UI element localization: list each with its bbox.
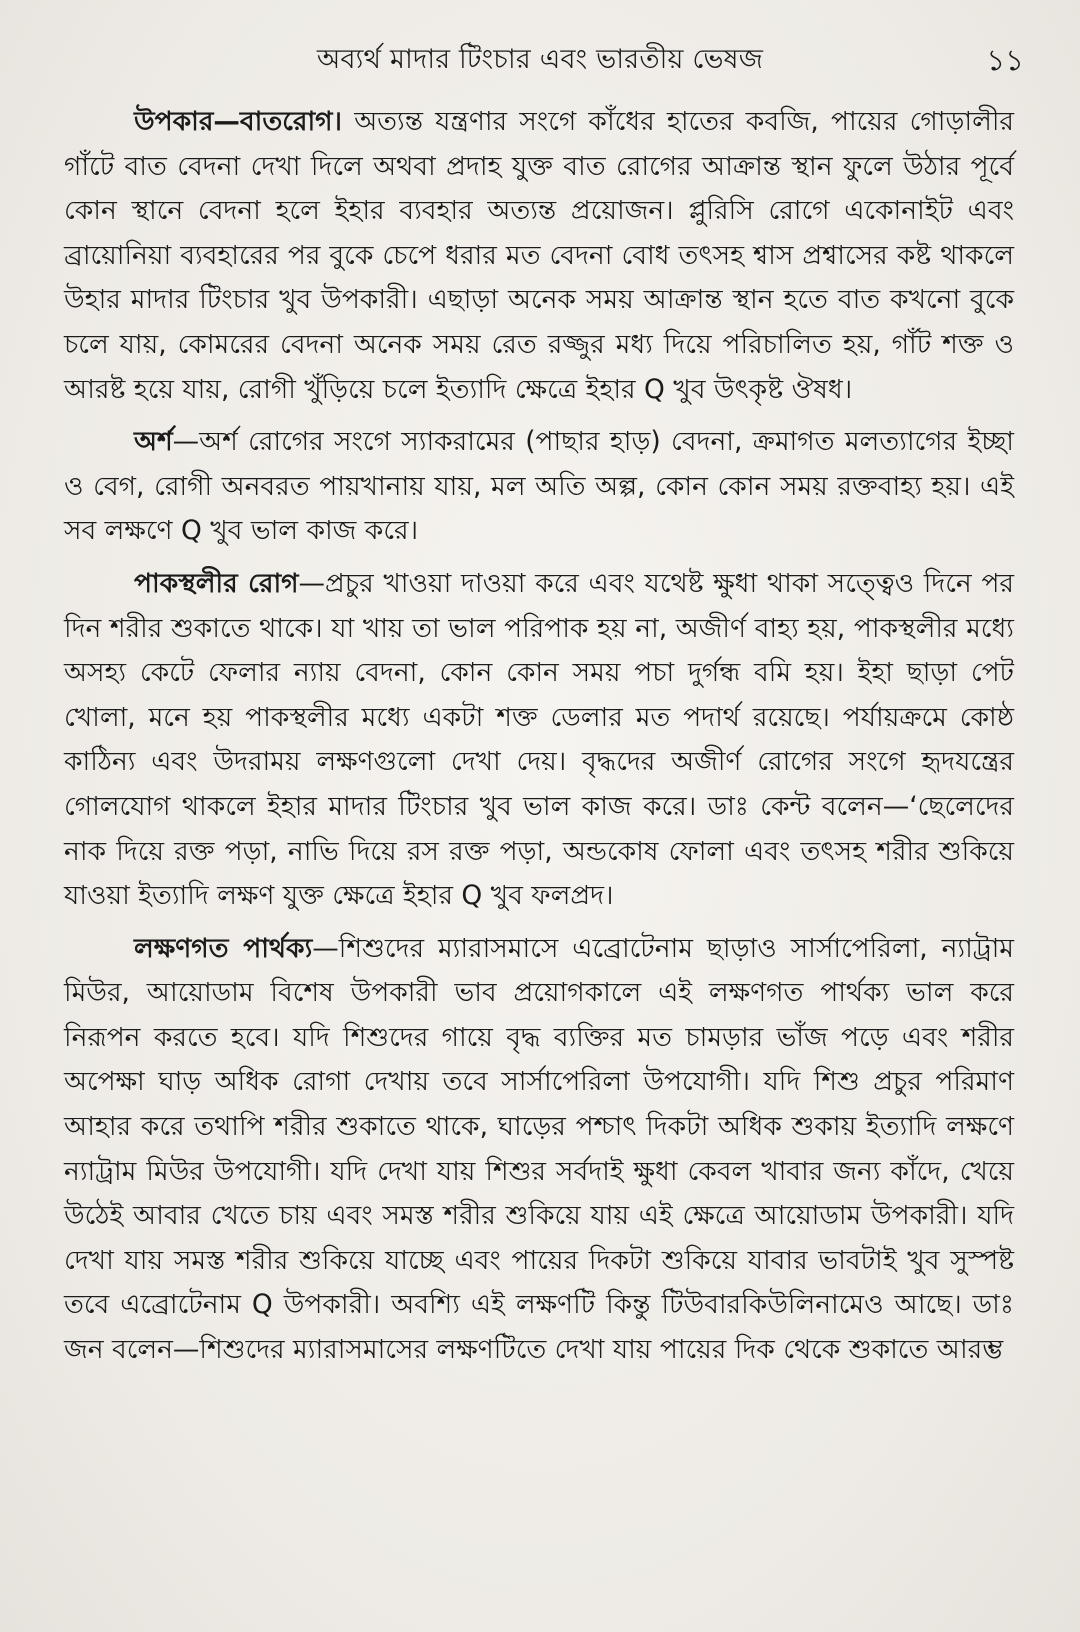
paragraph-heading: উপকার—বাতরোগ। (134, 106, 343, 137)
paragraph-stomach-disease (64, 562, 1014, 919)
paragraph-heading: লক্ষণগত পার্থক্য (134, 932, 313, 964)
paragraph-rheumatism (64, 100, 1014, 412)
body-text (64, 100, 1014, 1381)
paragraph-text: অত্যন্ত যন্ত্রণার সংগে কাঁধের হাতের কবজি, পায়ের গোড়ালীর গাঁটে বাত বেদনা দেখা দিলে অথবা প্রদাহ যুক্ত বাত রোগের আক্রান্ত স্থান ফুলে উঠার পূর্বে কোন স্থানে বেদনা হলে ইহার ব্যবহার অত্যন্ত প্রয়োজন। প্লুরিসি রোগে একোনাইট এবং ব্রায়োনিয়া ব্যবহারের পর বুকে চেপে ধরার মত বেদনা বোধ তৎসহ শ্বাস প্রশ্বাসের কষ্ট থাকলে উহার মাদার টিংচার খুব উপকারী। এছাড়া অনেক সময় আক্রান্ত স্থান হতে বাত কখনো বুকে চলে যায়, কোমরের বেদনা অনেক সময় রেত রজ্জুর মধ্য দিয়ে পরিচালিত হয়, গাঁট শক্ত ও আরষ্ট হয়ে যায়, রোগী খুঁড়িয়ে চলে ইত্যাদি ক্ষেত্রে ইহার Q খুব উৎকৃষ্ট ঔষধ। (64, 106, 1014, 405)
paragraph-heading: অর্শ (134, 426, 173, 458)
paragraph-piles (64, 420, 1014, 554)
paragraph-symptom-differences (64, 927, 1014, 1373)
paragraph-text: —শিশুদের ম্যারাসমাসে এব্রোটেনাম ছাড়াও সার্সাপেরিলা, ন্যাট্রাম মিউর, আয়োডাম বিশেষ উপকারী ভাব প্রয়োগকালে এই লক্ষণগত পার্থক্য ভাল করে নিরূপন করতে হবে। যদি শিশুদের গায়ে বৃদ্ধ ব্যক্তির মত চামড়ার ভাঁজ পড়ে এবং শরীর অপেক্ষা ঘাড় অধিক রোগা দেখায় তবে সার্সাপেরিলা উপযোগী। যদি শিশু প্রচুর পরিমাণ আহার করে তথাপি শরীর শুকাতে থাকে, ঘাড়ের পশ্চাৎ দিকটা অধিক শুকায় ইত্যাদি লক্ষণে ন্যাট্রাম মিউর উপযোগী। যদি দেখা যায় শিশুর সর্বদাই ক্ষুধা কেবল খাবার জন্য কাঁদে, খেয়ে উঠেই আবার খেতে চায় এবং সমস্ত শরীর শুকিয়ে যায় এই ক্ষেত্রে আয়োডাম উপকারী। যদি দেখা যায় সমস্ত শরীর শুকিয়ে যাচ্ছে এবং পায়ের দিকটা শুকিয়ে যাবার ভাবটাই খুব সুস্পষ্ট তবে এব্রোটেনাম Q উপকারী। অবশ্যি এই লক্ষণটি কিন্তু টিউবারকিউলিনামেও আছে। ডাঃ জন বলেন—শিশুদের ম্যারাসমাসের লক্ষণটিতে দেখা যায় পায়ের দিক থেকে শুকাতে আরম্ভ (64, 932, 1015, 1366)
paragraph-heading: পাকস্থলীর রোগ (134, 567, 299, 599)
running-title: অব্যর্থ মাদার টিংচার এবং ভারতীয় ভেষজ (316, 44, 764, 75)
paragraph-text: —প্রচুর খাওয়া দাওয়া করে এবং যথেষ্ট ক্ষুধা থাকা সত্ত্বেও দিনে পর দিন শরীর শুকাতে থাকে। যা খায় তা ভাল পরিপাক হয় না, অজীর্ণ বাহ্য হয়, পাকস্থলীর মধ্যে অসহ্য কেটে ফেলার ন্যায় বেদনা, কোন কোন সময় পচা দুর্গন্ধ বমি হয়। ইহা ছাড়া পেট খোলা, মনে হয় পাকস্থলীর মধ্যে একটা শক্ত ডেলার মত পদার্থ রয়েছে। পর্যায়ক্রমে কোষ্ঠ কাঠিন্য এবং উদরাময় লক্ষণগুলো দেখা দেয়। বৃদ্ধদের অজীর্ণ রোগের সংগে হৃদযন্ত্রের গোলযোগ থাকলে ইহার মাদার টিংচার খুব ভাল কাজ করে। ডাঃ কেন্ট বলেন—‘ছেলেদের নাক দিয়ে রক্ত পড়া, নাভি দিয়ে রস রক্ত পড়া, অন্ডকোষ ফোলা এবং তৎসহ শরীর শুকিয়ে যাওয়া ইত্যাদি লক্ষণ যুক্ত ক্ষেত্রে ইহার Q খুব ফলপ্রদ। (64, 567, 1015, 912)
page-number: ১১ (986, 43, 1024, 77)
paragraph-text: —অর্শ রোগের সংগে স্যাকরামের (পাছার হাড়) বেদনা, ক্রমাগত মলত্যাগের ইচ্ছা ও বেগ, রোগী অনবরত পায়খানায় যায়, মল অতি অল্প, কোন কোন সময় রক্তবাহ্য হয়। এই সব লক্ষণে Q খুব ভাল কাজ করে। (64, 426, 1014, 547)
